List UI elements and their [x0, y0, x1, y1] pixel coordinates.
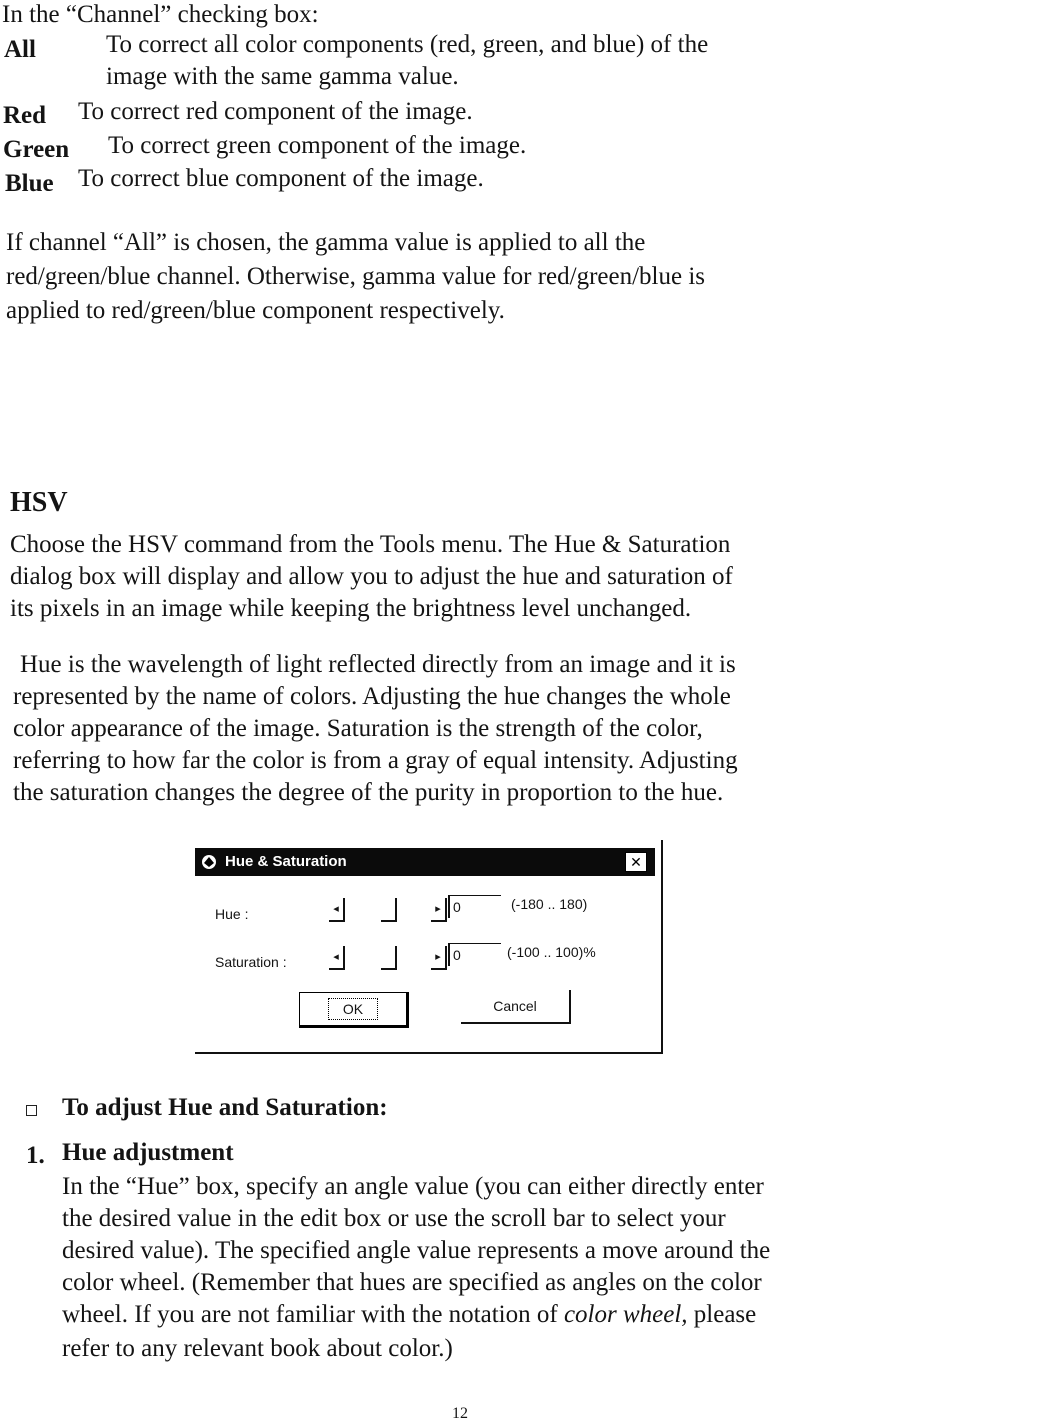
- term-all: All: [4, 36, 36, 63]
- hsv-p2-1: Hue is the wavelength of light reflected directly from an image and it is: [20, 651, 736, 678]
- hsv-p2-5: the saturation changes the degree of the purity in proportion to the hue.: [13, 779, 724, 806]
- red-desc: To correct red component of the image.: [78, 98, 473, 125]
- gamma-para-2: red/green/blue channel. Otherwise, gamma value for red/green/blue is: [6, 263, 706, 290]
- saturation-scroll-thumb[interactable]: [381, 946, 397, 970]
- cancel-button[interactable]: Cancel: [461, 990, 571, 1024]
- hue-scroll-left-button[interactable]: ◂: [329, 898, 345, 922]
- step1-line-5-end: please: [687, 1301, 757, 1328]
- gamma-para-3: applied to red/green/blue component respectively.: [6, 297, 505, 324]
- term-blue: Blue: [5, 170, 54, 197]
- dialog-title: Hue & Saturation: [225, 853, 347, 870]
- hsv-p1-2: dialog box will display and allow you to adjust the hue and saturation of: [10, 563, 733, 590]
- channel-intro: In the “Channel” checking box:: [2, 1, 319, 28]
- step1-line-5-start: wheel. If you are not familiar with the notation of: [62, 1301, 564, 1328]
- color-wheel-term: color wheel,: [563, 1301, 688, 1328]
- ok-button-label: OK: [328, 998, 378, 1020]
- term-red: Red: [3, 102, 47, 129]
- adjust-heading: To adjust Hue and Saturation:: [62, 1094, 388, 1121]
- ok-button[interactable]: [299, 992, 409, 1028]
- hue-label: Hue :: [215, 906, 249, 922]
- hsv-heading: HSV: [10, 487, 68, 518]
- green-desc: To correct green component of the image.: [108, 132, 527, 159]
- step1-line-2: the desired value in the edit box or use the scroll bar to select your: [62, 1205, 726, 1232]
- hsv-p2-2: represented by the name of colors. Adjusting the hue changes the whole: [13, 683, 731, 710]
- blue-desc: To correct blue component of the image.: [78, 165, 484, 192]
- hsv-p2-3: color appearance of the image. Saturation is the strength of the color,: [13, 715, 703, 742]
- saturation-scroll-left-button[interactable]: ◂: [329, 946, 345, 970]
- hsv-p1-1: Choose the HSV command from the Tools menu. The Hue & Saturation: [10, 531, 731, 558]
- app-icon: [201, 854, 217, 870]
- saturation-label: Saturation :: [215, 954, 287, 970]
- term-green: Green: [3, 136, 70, 163]
- step1-line-1: In the “Hue” box, specify an angle value (you can either directly enter: [62, 1173, 764, 1200]
- bullet-square-icon: [26, 1105, 37, 1116]
- gamma-para-1: If channel “All” is chosen, the gamma value is applied to all the: [6, 229, 646, 256]
- close-icon[interactable]: ✕: [625, 852, 647, 872]
- hue-saturation-dialog: [195, 840, 663, 1054]
- step1-line-4: color wheel. (Remember that hues are specified as angles on the color: [62, 1269, 762, 1296]
- hue-scroll-right-button[interactable]: ▸: [431, 898, 447, 922]
- hue-scroll-thumb[interactable]: [381, 898, 397, 922]
- step1-line-5: [62, 1300, 756, 1330]
- saturation-scroll-right-button[interactable]: ▸: [431, 946, 447, 970]
- step1-title: Hue adjustment: [62, 1139, 234, 1166]
- hue-value-input[interactable]: 0: [448, 895, 501, 918]
- all-desc-1: To correct all color components (red, green, and blue) of the: [106, 31, 709, 58]
- step1-line-3: desired value). The specified angle value represents a move around the: [62, 1237, 771, 1264]
- all-desc-2: image with the same gamma value.: [106, 63, 459, 90]
- saturation-range: (-100 .. 100)%: [507, 944, 596, 960]
- hue-range: (-180 .. 180): [511, 896, 588, 912]
- page-number: 12: [452, 1405, 468, 1422]
- step1-line-6: refer to any relevant book about color.): [62, 1335, 453, 1362]
- dialog-titlebar[interactable]: [195, 848, 655, 876]
- hsv-p2-4: referring to how far the color is from a gray of equal intensity. Adjusting: [13, 747, 738, 774]
- saturation-value-input[interactable]: 0: [448, 943, 501, 966]
- hsv-p1-3: its pixels in an image while keeping the brightness level unchanged.: [10, 595, 692, 622]
- step1-number: 1.: [26, 1142, 45, 1169]
